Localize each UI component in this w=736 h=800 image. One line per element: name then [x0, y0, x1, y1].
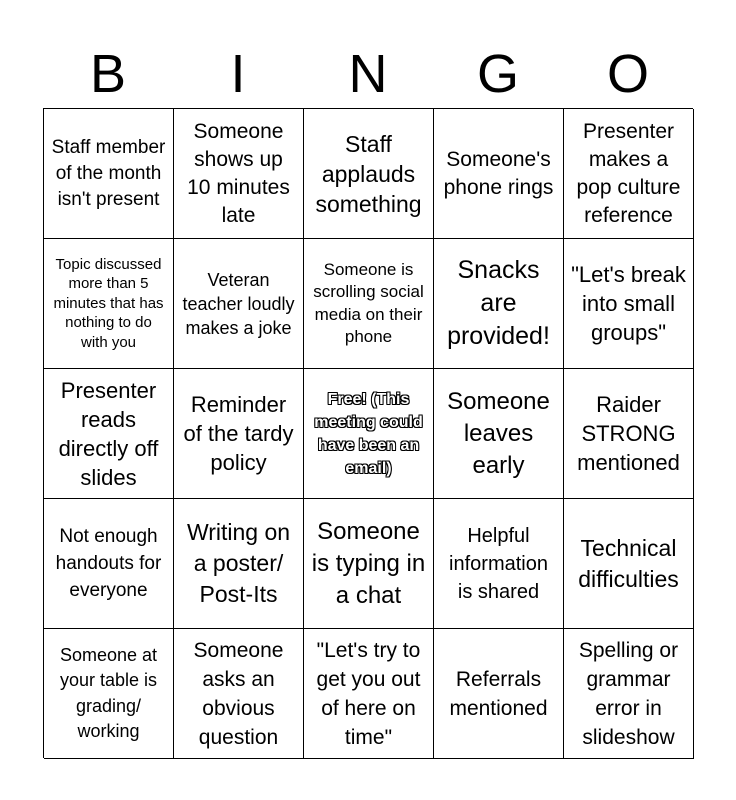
- bingo-cell[interactable]: [434, 369, 564, 499]
- cell-text: Someone leaves early: [447, 387, 550, 479]
- cell-text: Referrals mentioned: [449, 667, 548, 720]
- bingo-cell[interactable]: [434, 499, 564, 629]
- header-letter-b: B: [89, 44, 127, 104]
- bingo-cell[interactable]: [564, 109, 694, 239]
- cell-text: Not enough handouts for everyone: [55, 526, 162, 601]
- free-space-text: Free! (This meeting could have been an email): [314, 390, 423, 477]
- free-space-cell[interactable]: [304, 369, 434, 499]
- bingo-cell[interactable]: [304, 629, 434, 759]
- cell-text: Someone asks an obvious question: [193, 638, 284, 749]
- header-letter-i: I: [230, 44, 246, 104]
- bingo-cell[interactable]: [564, 499, 694, 629]
- bingo-cell[interactable]: [174, 109, 304, 239]
- cell-text: Veteran teacher loudly makes a joke: [182, 269, 295, 338]
- cell-text: Staff member of the month isn't present: [51, 136, 166, 210]
- cell-text: Someone at your table is grading/ working: [59, 644, 158, 741]
- bingo-header: [43, 40, 693, 108]
- bingo-cell[interactable]: [174, 369, 304, 499]
- bingo-cell[interactable]: [44, 109, 174, 239]
- cell-text: Someone is scrolling social media on their phone: [313, 259, 424, 346]
- cell-text: "Let's try to get you out of here on time": [316, 638, 421, 749]
- cell-text: Presenter reads directly off slides: [58, 377, 159, 490]
- bingo-cell[interactable]: [434, 109, 564, 239]
- header-letter-n: N: [348, 44, 388, 104]
- header-letter-o: O: [606, 44, 649, 104]
- cell-text: Someone's phone rings: [443, 147, 554, 199]
- bingo-cell[interactable]: [304, 499, 434, 629]
- bingo-cell[interactable]: [174, 499, 304, 629]
- cell-text: Topic discussed more than 5 minutes that has nothing to do with you: [53, 255, 164, 351]
- bingo-grid: [43, 108, 693, 758]
- bingo-cell[interactable]: [564, 239, 694, 369]
- bingo-cell[interactable]: [174, 239, 304, 369]
- cell-text: Technical difficulties: [578, 534, 679, 592]
- cell-text: "Let's break into small groups": [571, 262, 686, 345]
- cell-text: Spelling or grammar error in slideshow: [578, 638, 679, 749]
- bingo-cell[interactable]: [44, 499, 174, 629]
- header-letter-g: G: [476, 44, 519, 104]
- cell-text: Someone shows up 10 minutes late: [187, 119, 290, 227]
- cell-text: Writing on a poster/ Post-Its: [186, 519, 291, 607]
- bingo-cell[interactable]: [564, 629, 694, 759]
- bingo-cell[interactable]: [44, 369, 174, 499]
- bingo-cell[interactable]: [174, 629, 304, 759]
- bingo-cell[interactable]: [434, 239, 564, 369]
- cell-text: Helpful information is shared: [449, 524, 548, 603]
- bingo-cell[interactable]: [304, 239, 434, 369]
- cell-text: Snacks are provided!: [447, 256, 550, 350]
- cell-text: Raider STRONG mentioned: [577, 392, 680, 475]
- bingo-cell[interactable]: [44, 629, 174, 759]
- cell-text: Reminder of the tardy policy: [183, 392, 294, 475]
- cell-text: Presenter makes a pop culture reference: [576, 119, 681, 227]
- bingo-cell[interactable]: [564, 369, 694, 499]
- bingo-cell[interactable]: [44, 239, 174, 369]
- bingo-cell[interactable]: [304, 109, 434, 239]
- bingo-cell[interactable]: [434, 629, 564, 759]
- cell-text: Staff applauds something: [315, 130, 422, 217]
- cell-text: Someone is typing in a chat: [311, 517, 426, 609]
